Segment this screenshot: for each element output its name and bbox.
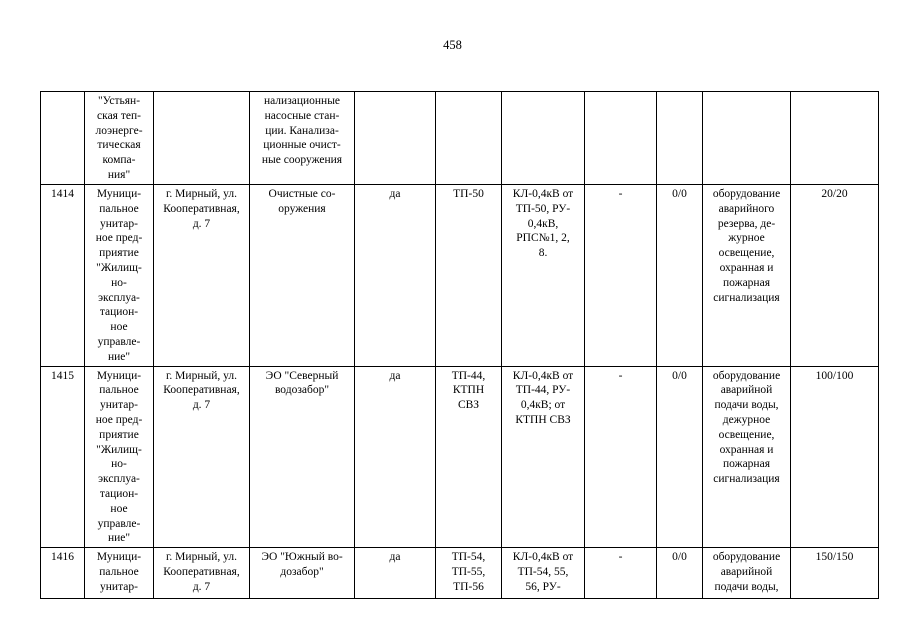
equipment-cell bbox=[703, 92, 791, 185]
equipment-cell: оборудование аварийной подачи воды, bbox=[703, 548, 791, 599]
organization-cell: Муници- пальное унитар- bbox=[85, 548, 154, 599]
power-cell: 100/100 bbox=[791, 366, 879, 548]
table-row bbox=[41, 366, 879, 548]
ratio-cell: 0/0 bbox=[657, 548, 703, 599]
dash-cell bbox=[585, 92, 657, 185]
flag-cell: да bbox=[355, 185, 436, 367]
row-number bbox=[41, 92, 85, 185]
cable-line-cell bbox=[502, 92, 585, 185]
document-table bbox=[40, 91, 879, 599]
substation-cell: ТП-50 bbox=[436, 185, 502, 367]
flag-cell bbox=[355, 92, 436, 185]
organization-cell: Муници- пальное унитар- ное пред- приятие "Жилищ- но- эксплуа- тацион- ное управле- ние" bbox=[85, 185, 154, 367]
power-cell: 150/150 bbox=[791, 548, 879, 599]
table-row bbox=[41, 548, 879, 599]
cable-line-cell: КЛ-0,4кВ от ТП-44, РУ- 0,4кВ; от КТПН СВЗ bbox=[502, 366, 585, 548]
address-cell: г. Мирный, ул. Кооперативная, д. 7 bbox=[154, 548, 250, 599]
ratio-cell: 0/0 bbox=[657, 366, 703, 548]
object-cell: ЭО "Южный во- дозабор" bbox=[250, 548, 355, 599]
object-cell: Очистные со- оружения bbox=[250, 185, 355, 367]
flag-cell: да bbox=[355, 366, 436, 548]
object-cell: нализационные насосные стан- ции. Канализа- ционные очист- ные сооружения bbox=[250, 92, 355, 185]
object-cell: ЭО "Северный водозабор" bbox=[250, 366, 355, 548]
flag-cell: да bbox=[355, 548, 436, 599]
dash-cell: - bbox=[585, 548, 657, 599]
ratio-cell: 0/0 bbox=[657, 185, 703, 367]
dash-cell: - bbox=[585, 185, 657, 367]
substation-cell: ТП-44, КТПН СВЗ bbox=[436, 366, 502, 548]
equipment-cell: оборудование аварийного резерва, де- журное освещение, охранная и пожарная сигнализация bbox=[703, 185, 791, 367]
table-row bbox=[41, 92, 879, 185]
row-number: 1415 bbox=[41, 366, 85, 548]
dash-cell: - bbox=[585, 366, 657, 548]
table-row bbox=[41, 185, 879, 367]
page-number: 458 bbox=[443, 38, 462, 52]
substation-cell bbox=[436, 92, 502, 185]
power-cell bbox=[791, 92, 879, 185]
organization-cell: Муници- пальное унитар- ное пред- приятие "Жилищ- но- эксплуа- тацион- ное управле- ние" bbox=[85, 366, 154, 548]
organization-cell: "Устьян- ская теп- лоэнерге- тическая компа- ния" bbox=[85, 92, 154, 185]
cable-line-cell: КЛ-0,4кВ от ТП-54, 55, 56, РУ- bbox=[502, 548, 585, 599]
ratio-cell bbox=[657, 92, 703, 185]
row-number: 1414 bbox=[41, 185, 85, 367]
cable-line-cell: КЛ-0,4кВ от ТП-50, РУ- 0,4кВ, РПС№1, 2, 8. bbox=[502, 185, 585, 367]
address-cell bbox=[154, 92, 250, 185]
equipment-cell: оборудование аварийной подачи воды, дежурное освещение, охранная и пожарная сигнализация bbox=[703, 366, 791, 548]
row-number: 1416 bbox=[41, 548, 85, 599]
substation-cell: ТП-54, ТП-55, ТП-56 bbox=[436, 548, 502, 599]
address-cell: г. Мирный, ул. Кооперативная, д. 7 bbox=[154, 185, 250, 367]
power-cell: 20/20 bbox=[791, 185, 879, 367]
address-cell: г. Мирный, ул. Кооперативная, д. 7 bbox=[154, 366, 250, 548]
